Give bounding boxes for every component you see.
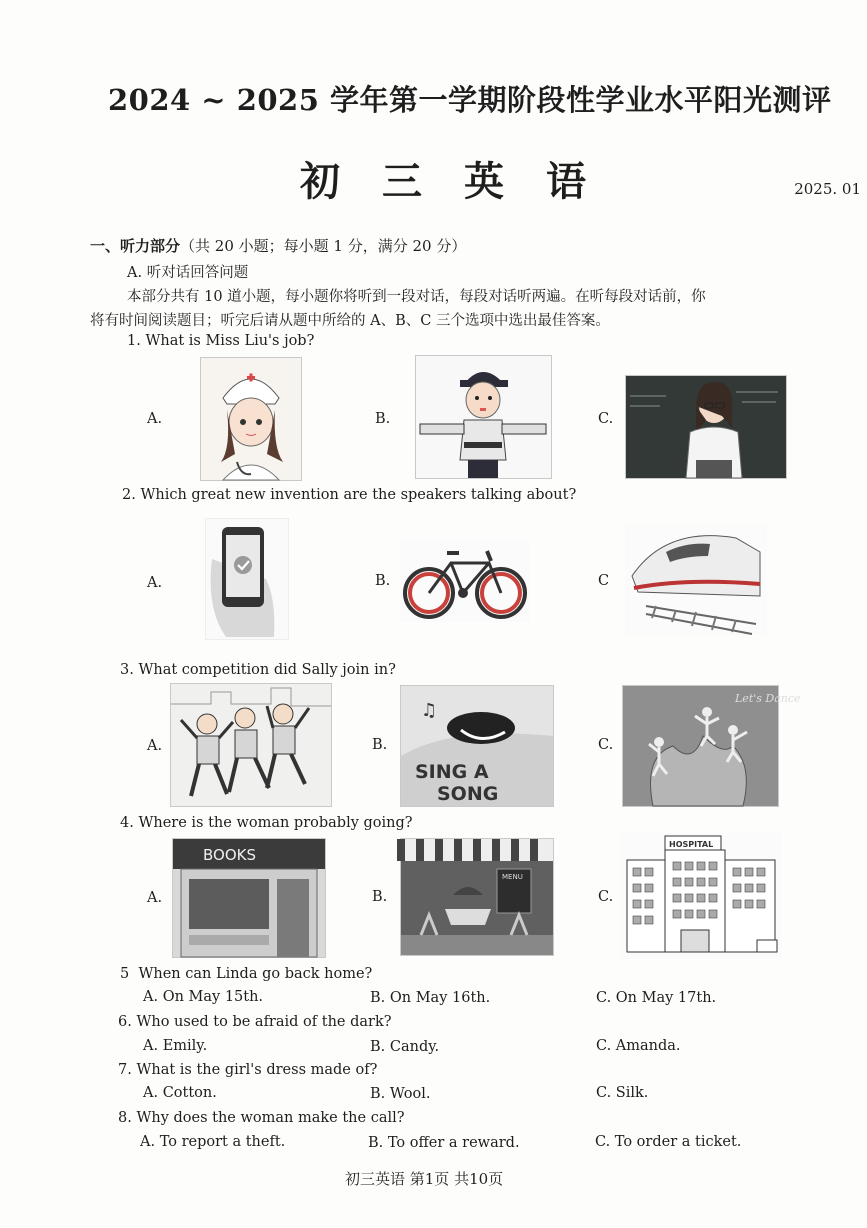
q3-option-a-label: A. [147,738,163,754]
q3-option-c-label: C. [598,737,614,753]
section-title: 一、听力部分 [90,237,181,255]
marathon-runners-image [170,683,332,807]
q4-option-c-label: C. [598,889,614,905]
q5-option-c: C. On May 17th. [596,990,717,1006]
hospital-image [620,833,782,959]
section-heading [90,235,466,256]
lets-dance-text: Let's Dance [735,692,801,705]
q6-option-b: B. Candy. [370,1039,440,1055]
singing-contest-image [400,685,554,807]
smartphone-image [205,518,289,640]
question-4: 4. Where is the woman probably going? [120,815,413,831]
q7-option-b: B. Wool. [370,1086,431,1102]
question-2: 2. Which great new invention are the speakers talking about? [122,487,577,503]
menu-sign-text: MENU [502,873,523,881]
q3-option-b-label: B. [372,737,388,753]
q6-option-c: C. Amanda. [596,1038,681,1054]
question-7: 7. What is the girl's dress made of? [118,1062,378,1078]
question-6: 6. Who used to be afraid of the dark? [118,1014,392,1030]
instruction-line-2: 将有时间阅读题目；听完后请从题中所给的 A、B、C 三个选项中选出最佳答案。 [90,313,610,329]
q2-option-b-label: B. [375,573,391,589]
high-speed-train-image [625,525,767,635]
bicycle-image [400,540,530,622]
q4-option-b-label: B. [372,889,388,905]
q7-option-a: A. Cotton. [143,1085,217,1101]
question-5: 5 When can Linda go back home? [120,966,373,982]
instruction-line-1: 本部分共有 10 道小题，每小题你将听到一段对话，每段对话听两遍。在听每段对话前，你 [127,289,706,305]
teacher-image [625,375,787,479]
exam-date: 2025. 01 [794,180,861,198]
books-sign-text: BOOKS [203,846,256,864]
part-a-heading: A. 听对话回答问题 [127,265,249,281]
bookstore-image [172,838,326,958]
subject-title: 初三英语 [300,158,628,205]
question-1: 1. What is Miss Liu's job? [127,333,315,349]
question-3: 3. What competition did Sally join in? [120,662,396,678]
sing-a-text: SING A [415,761,489,783]
q8-option-a: A. To report a theft. [140,1134,286,1150]
exam-title: 2024 ~ 2025 学年第一学期阶段性学业水平阳光测评 [108,83,832,117]
q1-option-b-label: B. [375,411,391,427]
page-footer: 初三英语 第1页 共10页 [345,1170,504,1188]
question-8: 8. Why does the woman make the call? [118,1110,405,1126]
q6-option-a: A. Emily. [143,1038,208,1054]
q5-option-b: B. On May 16th. [370,990,491,1006]
hospital-sign-text: HOSPITAL [669,840,714,849]
svg-text:♫: ♫ [421,700,438,721]
traffic-police-image [415,355,552,479]
q5-option-a: A. On May 15th. [143,989,264,1005]
q8-option-c: C. To order a ticket. [595,1134,742,1150]
section-note: （共 20 小题；每小题 1 分，满分 20 分） [180,237,467,255]
dance-contest-image [622,685,801,807]
nurse-image [200,357,302,481]
q1-option-a-label: A. [147,411,163,427]
q2-option-c-label: C [598,573,610,589]
restaurant-image [400,838,554,956]
q8-option-b: B. To offer a reward. [368,1135,520,1151]
q7-option-c: C. Silk. [596,1085,649,1101]
q1-option-c-label: C. [598,411,614,427]
song-text: SONG [437,783,499,805]
q2-option-a-label: A. [147,575,163,591]
q4-option-a-label: A. [147,890,163,906]
